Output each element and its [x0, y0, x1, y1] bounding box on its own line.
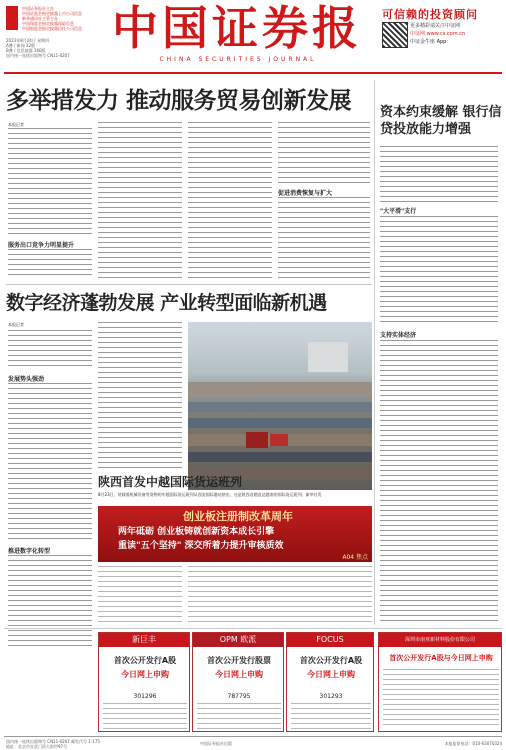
- second-body-e: [98, 566, 182, 626]
- feature-banner: 创业板注册制改革周年: [183, 510, 293, 523]
- date-line: 2023年8月24日 星期四: [6, 38, 50, 43]
- ad-brand-bar: OPM 欧派: [193, 633, 283, 647]
- sidebar-subhead-1: "大平滑"支行: [380, 208, 417, 215]
- photo-caption-text: 8月23日，装载着机械设备等货物的中越国际货运班列从西安国际港站驶出，这是陕西首趟直达越南的国际货运班列。新华社发: [98, 492, 322, 497]
- lead-body-col4a: [278, 122, 370, 184]
- ad-title: 首次公开发行股票: [207, 656, 271, 665]
- lead-subhead-1: 服务出口竞争力明显提升: [8, 242, 75, 249]
- sidebar-headline-text: 资本约束缓解 银行信贷投放能力增强: [380, 105, 502, 137]
- footer-left: 国内统一连续出版物号 CN11-0207 邮发代号 1-175: [6, 739, 100, 744]
- train-yard-illustration: [188, 322, 372, 490]
- ad-title: 首次公开发行A股与今日网上申购: [389, 654, 493, 662]
- footer-address: 地址：北京市宣武门西大街甲97号: [6, 744, 68, 749]
- link-more[interactable]: 更多精彩请关注中证网: [410, 23, 461, 29]
- second-body-b: [8, 383, 92, 543]
- ad-body: [103, 703, 187, 729]
- slogan-line: 中国证监会指定披露上市公司信息: [22, 11, 82, 16]
- ad-nanya[interactable]: [378, 632, 502, 732]
- sidebar-headline: [380, 104, 502, 138]
- sidebar-body-b: [380, 216, 498, 324]
- lead-body-col2: [98, 122, 182, 280]
- lead-body-col1: [8, 128, 92, 238]
- ad-sub: 今日网上申购: [215, 670, 263, 679]
- ad-xinjufeng[interactable]: [98, 632, 190, 732]
- ad-code: 301293: [319, 693, 343, 700]
- masthead-right-slogan: 可信赖的投资顾问: [382, 8, 478, 21]
- feature-banner-box: [98, 506, 372, 562]
- lead-byline: 本报记者: [8, 122, 24, 127]
- second-body-f: [188, 566, 372, 626]
- masthead-subtitle: CHINA SECURITIES JOURNAL: [159, 56, 317, 63]
- ad-title: 首次公开发行A股: [113, 656, 177, 665]
- slogan-line: 中国保监会指定披露保险信息: [22, 21, 74, 26]
- lead-body-col4b: [278, 197, 370, 280]
- masthead-left-slogan: [22, 6, 106, 31]
- lead-body-col3: [188, 122, 272, 280]
- masthead-title: 中国证券报: [112, 1, 362, 55]
- ad-title: 首次公开发行A股: [299, 656, 363, 665]
- ad-body: [383, 669, 499, 729]
- feature-line-1[interactable]: 两年砥砺 创业板铸就创新资本成长引擎: [118, 527, 275, 537]
- sidebar-body-c: [380, 340, 498, 625]
- sidebar-subhead-2: 支持实体经济: [380, 332, 417, 339]
- second-byline: 本报记者: [8, 322, 24, 327]
- ad-code: 787795: [227, 693, 251, 700]
- ad-focus[interactable]: [286, 632, 374, 732]
- feature-page-ref[interactable]: A04 焦点: [342, 554, 368, 561]
- section-divider: [6, 284, 372, 285]
- ad-brand-bar: 新巨丰: [99, 633, 189, 647]
- issue-line: A叠 / 新闻 32版: [6, 43, 35, 48]
- masthead-divider: [4, 72, 502, 74]
- sidebar-body-a: [380, 146, 498, 202]
- photo-caption-title: 陕西首发中越国际货运班列: [98, 475, 243, 489]
- ad-body: [291, 703, 371, 729]
- ads-divider: [4, 628, 502, 629]
- footer-mid: 中国证券报社出版: [200, 741, 232, 746]
- link-website[interactable]: 中证网 www.cs.com.cn: [410, 31, 466, 37]
- second-body-a: [8, 330, 92, 370]
- ad-brand-bar: 深圳市南亚新材料股份有限公司: [379, 633, 501, 647]
- masthead: [0, 0, 506, 70]
- second-subhead-2: 推进数字化转型: [8, 548, 51, 555]
- link-app[interactable]: 中证金牛座 App: [410, 39, 447, 45]
- ad-body: [197, 703, 281, 729]
- ad-sub: 今日网上申购: [307, 670, 355, 679]
- masthead-right-links: [410, 22, 502, 46]
- second-body-d: [98, 322, 182, 470]
- code-line: 国内统一连续出版物号 CN11-0207: [6, 53, 70, 58]
- lead-headline: 多举措发力 推动服务贸易创新发展: [6, 88, 352, 114]
- ad-oupai[interactable]: [192, 632, 284, 732]
- ad-brand-bar: FOCUS: [287, 633, 373, 647]
- slogan-line: 中国证券报社主办: [22, 6, 54, 11]
- slogan-line: 中国银监会指定披露信托公司信息: [22, 26, 82, 31]
- second-body-c: [8, 555, 92, 650]
- footer-divider: [4, 736, 502, 737]
- slogan-line: 新华通讯社主管主办: [22, 16, 58, 21]
- feature-line-2[interactable]: 重读"五个坚持" 深交所着力提升审核质效: [118, 541, 284, 551]
- footer-right: 本报监督电话：010-63070324: [444, 741, 502, 746]
- column-divider: [374, 80, 375, 625]
- left-logo-icon: [6, 6, 18, 30]
- second-headline: 数字经济蓬勃发展 产业转型面临新机遇: [6, 292, 327, 314]
- second-subhead-1: 发展势头强劲: [8, 376, 45, 383]
- lead-subhead-2: 促进消费恢复与扩大: [278, 190, 333, 197]
- lead-body-col1b: [8, 249, 92, 279]
- ad-code: 301296: [133, 693, 157, 700]
- masthead-info: [6, 38, 96, 58]
- qr-code-icon: [382, 22, 408, 48]
- ad-sub: 今日网上申购: [121, 670, 169, 679]
- extra-line: B叠 / 信息披露 160版: [6, 48, 46, 53]
- news-photo: [188, 322, 372, 490]
